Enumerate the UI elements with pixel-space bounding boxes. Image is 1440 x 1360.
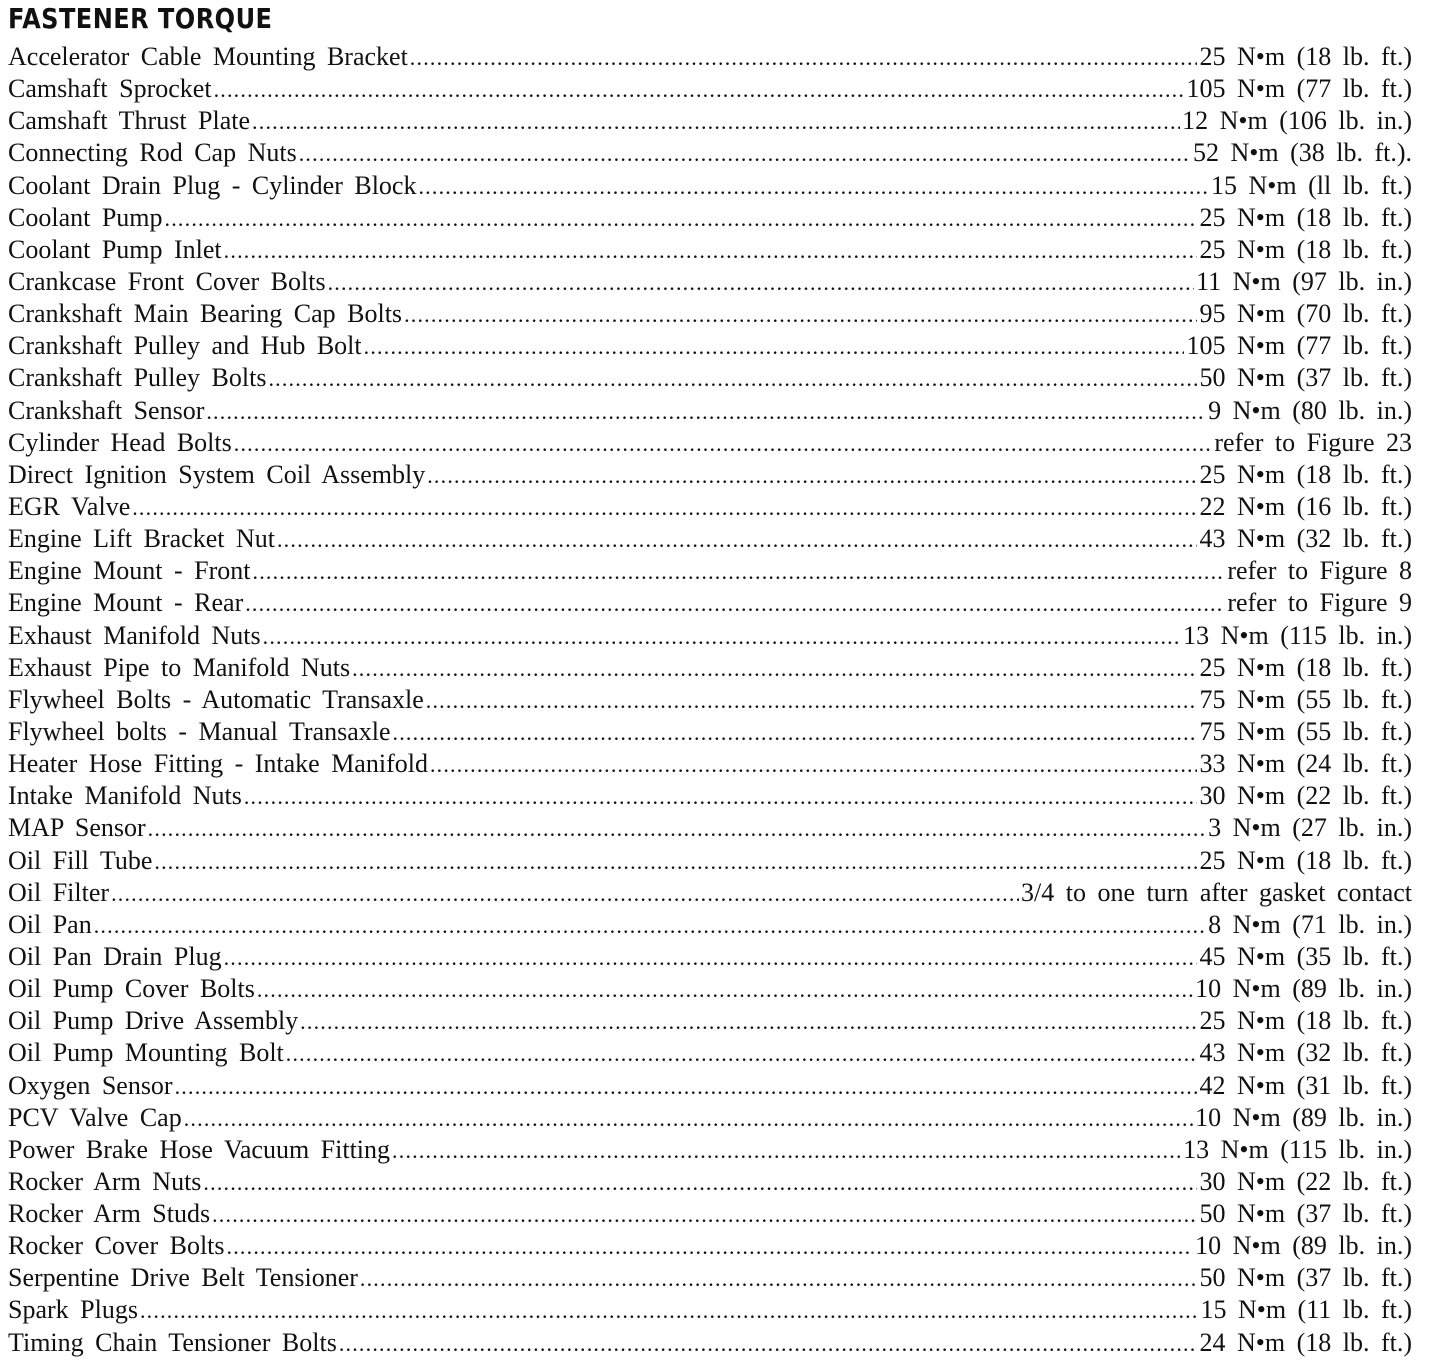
dot-leader xyxy=(418,171,1209,202)
torque-value: 25 N•m (18 lb. ft.) xyxy=(1199,42,1412,71)
fastener-label: Exhaust Manifold Nuts xyxy=(8,620,261,650)
torque-row xyxy=(8,555,1412,587)
dot-leader xyxy=(206,396,1206,427)
torque-value: 25 N•m (18 lb. ft.) xyxy=(1199,202,1412,232)
dot-leader xyxy=(352,653,1197,684)
dot-leader xyxy=(224,942,1198,973)
torque-row xyxy=(8,427,1412,459)
torque-row xyxy=(8,266,1412,298)
torque-row xyxy=(8,137,1412,169)
torque-row xyxy=(8,748,1412,780)
dot-leader xyxy=(427,460,1197,491)
torque-row xyxy=(8,716,1412,748)
dot-leader xyxy=(203,1167,1197,1198)
dot-leader xyxy=(277,524,1197,555)
torque-value: 12 N•m (106 lb. in.) xyxy=(1182,106,1412,136)
torque-row xyxy=(8,1005,1412,1037)
fastener-label: Crankshaft Main Bearing Cap Bolts xyxy=(8,299,403,329)
fastener-label: MAP Sensor xyxy=(8,813,146,843)
torque-value: refer to Figure 23 xyxy=(1214,427,1412,457)
fastener-label: Cylinder Head Bolts xyxy=(8,427,232,457)
torque-row xyxy=(8,170,1412,202)
torque-row xyxy=(8,395,1412,427)
torque-value: 45 N•m (35 lb. ft.) xyxy=(1199,941,1412,971)
torque-value: 15 N•m (ll lb. ft.) xyxy=(1211,170,1412,200)
fastener-label: Oil Pump Cover Bolts xyxy=(8,974,255,1004)
torque-row xyxy=(8,1294,1412,1326)
dot-leader xyxy=(339,1328,1198,1359)
dot-leader xyxy=(410,42,1198,73)
page-title: FASTENER TORQUE xyxy=(8,2,273,35)
torque-value: 105 N•m (77 lb. ft.) xyxy=(1186,331,1412,361)
dot-leader xyxy=(244,781,1198,812)
fastener-label: Crankshaft Pulley and Hub Bolt xyxy=(8,331,362,361)
torque-row xyxy=(8,459,1412,491)
torque-value: 95 N•m (70 lb. ft.) xyxy=(1199,299,1412,329)
torque-row xyxy=(8,909,1412,941)
dot-leader xyxy=(300,1006,1197,1037)
torque-row xyxy=(8,845,1412,877)
dot-leader xyxy=(148,813,1206,844)
torque-value: 50 N•m (37 lb. ft.) xyxy=(1199,1263,1412,1293)
fastener-label: Camshaft Sprocket xyxy=(8,74,212,104)
torque-value: 30 N•m (22 lb. ft.) xyxy=(1199,1166,1412,1196)
torque-row xyxy=(8,523,1412,555)
dot-leader xyxy=(430,749,1198,780)
dot-leader xyxy=(132,492,1197,523)
dot-leader xyxy=(426,685,1198,716)
fastener-label: Flywheel Bolts - Automatic Transaxle xyxy=(8,684,424,714)
dot-leader xyxy=(184,1103,1193,1134)
torque-row xyxy=(8,973,1412,1005)
torque-value: refer to Figure 8 xyxy=(1227,556,1412,586)
torque-row xyxy=(8,1262,1412,1294)
fastener-label: Flywheel bolts - Manual Transaxle xyxy=(8,716,391,746)
fastener-label: Coolant Drain Plug - Cylinder Block xyxy=(8,170,417,200)
fastener-label: Crankshaft Sensor xyxy=(8,395,205,425)
torque-row xyxy=(8,620,1412,652)
fastener-label: Timing Chain Tensioner Bolts xyxy=(8,1327,337,1357)
fastener-label: Rocker Cover Bolts xyxy=(8,1231,225,1261)
torque-value: 42 N•m (31 lb. ft.) xyxy=(1199,1070,1412,1100)
fastener-label: Exhaust Pipe to Manifold Nuts xyxy=(8,652,351,682)
dot-leader xyxy=(214,74,1185,105)
torque-value: 75 N•m (55 lb. ft.) xyxy=(1199,684,1412,714)
torque-row xyxy=(8,1037,1412,1069)
torque-row xyxy=(8,1230,1412,1262)
dot-leader xyxy=(140,1295,1198,1326)
torque-row xyxy=(8,877,1412,909)
fastener-label: Intake Manifold Nuts xyxy=(8,781,242,811)
torque-row xyxy=(8,73,1412,105)
torque-value: 33 N•m (24 lb. ft.) xyxy=(1199,749,1412,779)
torque-value: 105 N•m (77 lb. ft.) xyxy=(1186,74,1412,104)
dot-leader xyxy=(154,846,1197,877)
torque-row xyxy=(8,1198,1412,1230)
torque-value: 30 N•m (22 lb. ft.) xyxy=(1199,781,1412,811)
torque-row xyxy=(8,234,1412,266)
fastener-label: Engine Mount - Rear xyxy=(8,588,244,618)
torque-value: 43 N•m (32 lb. ft.) xyxy=(1199,524,1412,554)
torque-row xyxy=(8,202,1412,234)
fastener-label: Power Brake Hose Vacuum Fitting xyxy=(8,1134,391,1164)
torque-value: 25 N•m (18 lb. ft.) xyxy=(1199,234,1412,264)
torque-row xyxy=(8,1134,1412,1166)
dot-leader xyxy=(404,299,1197,330)
dot-leader xyxy=(393,717,1198,748)
torque-row xyxy=(8,812,1412,844)
fastener-label: Oil Pan xyxy=(8,909,92,939)
torque-list xyxy=(8,41,1412,1359)
torque-value: refer to Figure 9 xyxy=(1227,588,1412,618)
fastener-label: Oil Pan Drain Plug xyxy=(8,941,222,971)
dot-leader xyxy=(224,235,1198,266)
dot-leader xyxy=(263,621,1181,652)
torque-value: 25 N•m (18 lb. ft.) xyxy=(1199,845,1412,875)
torque-value: 3 N•m (27 lb. in.) xyxy=(1208,813,1412,843)
torque-row xyxy=(8,1102,1412,1134)
torque-value: 10 N•m (89 lb. in.) xyxy=(1195,974,1412,1004)
torque-value: 43 N•m (32 lb. ft.) xyxy=(1199,1038,1412,1068)
torque-value: 10 N•m (89 lb. in.) xyxy=(1195,1231,1412,1261)
fastener-label: Engine Lift Bracket Nut xyxy=(8,524,275,554)
torque-row xyxy=(8,41,1412,73)
fastener-label: Connecting Rod Cap Nuts xyxy=(8,138,297,168)
torque-value: 52 N•m (38 lb. ft.). xyxy=(1192,138,1412,168)
fastener-label: Camshaft Thrust Plate xyxy=(8,106,251,136)
torque-value: 8 N•m (71 lb. in.) xyxy=(1208,909,1412,939)
dot-leader xyxy=(286,1038,1198,1069)
fastener-label: Crankcase Front Cover Bolts xyxy=(8,266,326,296)
torque-value: 25 N•m (18 lb. ft.) xyxy=(1199,459,1412,489)
dot-leader xyxy=(257,974,1193,1005)
torque-value: 22 N•m (16 lb. ft.) xyxy=(1199,491,1412,521)
dot-leader xyxy=(245,588,1225,619)
torque-value: 24 N•m (18 lb. ft.) xyxy=(1199,1327,1412,1357)
dot-leader xyxy=(227,1231,1194,1262)
fastener-label: Oil Fill Tube xyxy=(8,845,153,875)
dot-leader xyxy=(94,910,1206,941)
fastener-label: Coolant Pump Inlet xyxy=(8,234,222,264)
torque-value: 11 N•m (97 lb. in.) xyxy=(1196,266,1412,296)
dot-leader xyxy=(268,363,1197,394)
torque-row xyxy=(8,330,1412,362)
dot-leader xyxy=(364,331,1185,362)
torque-value: 3/4 to one turn after gasket contact xyxy=(1021,877,1412,907)
fastener-label: Oil Pump Mounting Bolt xyxy=(8,1038,284,1068)
fastener-label: Oil Pump Drive Assembly xyxy=(8,1006,299,1036)
fastener-label: Spark Plugs xyxy=(8,1295,138,1325)
dot-leader xyxy=(360,1263,1198,1294)
torque-value: 15 N•m (11 lb. ft.) xyxy=(1200,1295,1412,1325)
fastener-label: Coolant Pump xyxy=(8,202,163,232)
torque-row xyxy=(8,780,1412,812)
fastener-label: Rocker Arm Studs xyxy=(8,1199,211,1229)
torque-value: 13 N•m (115 lb. in.) xyxy=(1183,1134,1412,1164)
dot-leader xyxy=(165,203,1198,234)
torque-row xyxy=(8,105,1412,137)
dot-leader xyxy=(299,138,1191,169)
dot-leader xyxy=(392,1135,1181,1166)
torque-row xyxy=(8,587,1412,619)
dot-leader xyxy=(253,556,1226,587)
fastener-label: Oil Filter xyxy=(8,877,110,907)
fastener-label: Engine Mount - Front xyxy=(8,556,251,586)
fastener-label: Accelerator Cable Mounting Bracket xyxy=(8,42,408,71)
fastener-label: Serpentine Drive Belt Tensioner xyxy=(8,1263,358,1293)
torque-row xyxy=(8,362,1412,394)
dot-leader xyxy=(212,1199,1197,1230)
torque-row xyxy=(8,1070,1412,1102)
dot-leader xyxy=(234,428,1213,459)
torque-row xyxy=(8,684,1412,716)
fastener-label: Heater Hose Fitting - Intake Manifold xyxy=(8,749,428,779)
torque-row xyxy=(8,941,1412,973)
fastener-label: PCV Valve Cap xyxy=(8,1102,182,1132)
fastener-label: Direct Ignition System Coil Assembly xyxy=(8,459,426,489)
torque-row xyxy=(8,491,1412,523)
torque-row xyxy=(8,1327,1412,1359)
dot-leader xyxy=(111,878,1019,909)
torque-value: 10 N•m (89 lb. in.) xyxy=(1195,1102,1412,1132)
torque-value: 75 N•m (55 lb. ft.) xyxy=(1199,716,1412,746)
torque-spec-page xyxy=(8,0,1412,1360)
torque-row xyxy=(8,652,1412,684)
dot-leader xyxy=(175,1071,1198,1102)
torque-value: 50 N•m (37 lb. ft.) xyxy=(1199,363,1412,393)
fastener-label: EGR Valve xyxy=(8,491,131,521)
fastener-label: Oxygen Sensor xyxy=(8,1070,173,1100)
torque-value: 13 N•m (115 lb. in.) xyxy=(1183,620,1412,650)
dot-leader xyxy=(328,267,1195,298)
torque-value: 50 N•m (37 lb. ft.) xyxy=(1199,1199,1412,1229)
torque-value: 25 N•m (18 lb. ft.) xyxy=(1199,1006,1412,1036)
torque-row xyxy=(8,298,1412,330)
torque-row xyxy=(8,1166,1412,1198)
torque-value: 25 N•m (18 lb. ft.) xyxy=(1199,652,1412,682)
torque-value: 9 N•m (80 lb. in.) xyxy=(1208,395,1412,425)
dot-leader xyxy=(252,106,1180,137)
fastener-label: Rocker Arm Nuts xyxy=(8,1166,202,1196)
fastener-label: Crankshaft Pulley Bolts xyxy=(8,363,267,393)
